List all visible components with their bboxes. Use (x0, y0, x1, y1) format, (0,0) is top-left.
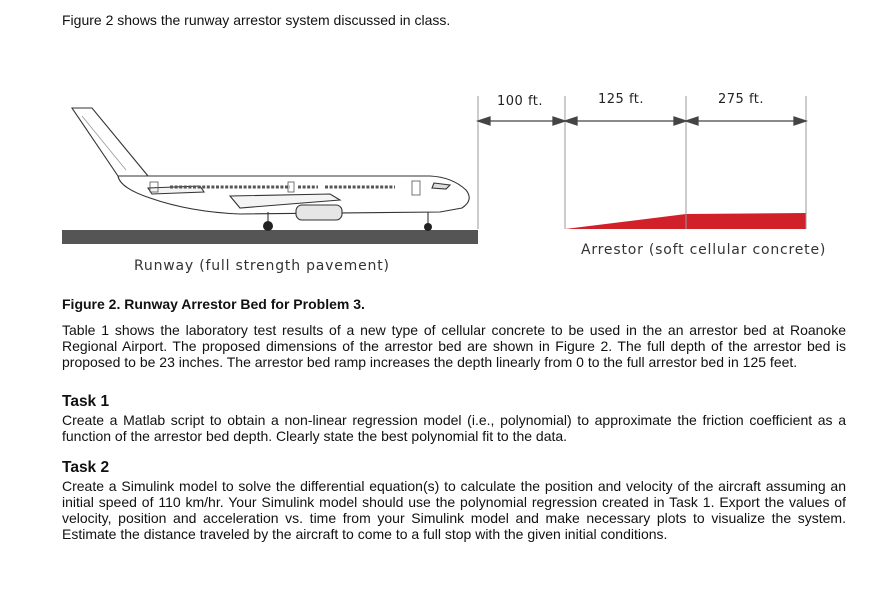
task1-title: Task 1 (62, 393, 110, 410)
task2-title: Task 2 (62, 459, 110, 476)
arrestor-label: Arrestor (soft cellular concrete) (581, 242, 827, 258)
runway-pavement (62, 230, 478, 244)
dimension-label-100: 100 ft. (497, 94, 544, 109)
description-paragraph: Table 1 shows the laboratory test results of a new type of cellular concrete to be used in the an arrestor bed at Roanoke Regional Airport. The proposed dimensions of the arrestor bed are shown in Figure 2. The full depth of the arrestor bed is proposed to be 23 inches. The arrestor bed ramp increases the depth linearly from 0 to the full arrestor bed in 125 feet. (62, 322, 846, 370)
runway-label: Runway (full strength pavement) (134, 258, 390, 274)
figure-caption: Figure 2. Runway Arrestor Bed for Problem 3. (62, 296, 365, 312)
intro-text: Figure 2 shows the runway arrestor system discussed in class. (62, 12, 451, 28)
dimension-lines (478, 96, 806, 229)
airplane-illustration (72, 108, 469, 225)
task1-body: Create a Matlab script to obtain a non-linear regression model (i.e., polynomial) to approximate the friction coefficient as a function of the arrestor bed depth. Clearly state the best polynomial fit to the data. (62, 412, 846, 444)
dimension-label-275: 275 ft. (718, 92, 765, 107)
dimension-label-125: 125 ft. (598, 92, 645, 107)
task2-body: Create a Simulink model to solve the differential equation(s) to calculate the position and velocity of the aircraft assuming an initial speed of 110 km/hr. Your Simulink model should use the polynomial regression created in Task 1. Export the values of velocity, position and acceleration vs. time from your Simulink model and make necessary plots to visualize the system. Estimate the distance traveled by the aircraft to come to a full stop with the given initial conditions. (62, 478, 846, 542)
airplane-wheels (263, 221, 432, 231)
dimension-arrows (478, 117, 806, 125)
